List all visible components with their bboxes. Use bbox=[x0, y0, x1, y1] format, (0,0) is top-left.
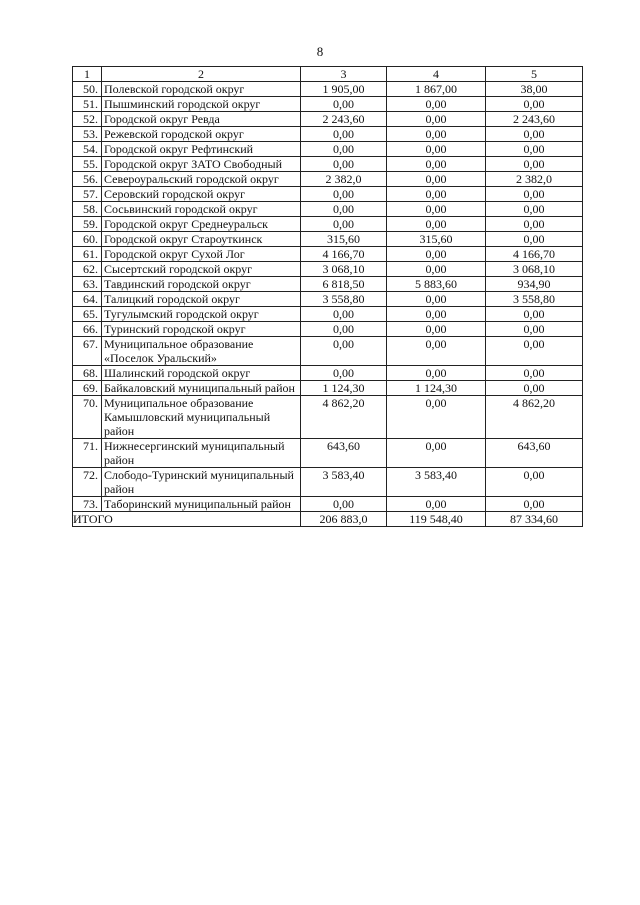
value-col-3: 0,00 bbox=[301, 337, 387, 366]
municipality-name: Полевской городской округ bbox=[102, 82, 301, 97]
value-col-4: 0,00 bbox=[387, 247, 486, 262]
value-col-5: 3 558,80 bbox=[486, 292, 583, 307]
value-col-3: 0,00 bbox=[301, 366, 387, 381]
value-col-4: 0,00 bbox=[387, 292, 486, 307]
value-col-3: 0,00 bbox=[301, 497, 387, 512]
table-row bbox=[73, 127, 583, 142]
value-col-4: 3 583,40 bbox=[387, 468, 486, 497]
value-col-3: 0,00 bbox=[301, 217, 387, 232]
table-row bbox=[73, 366, 583, 381]
row-number: 52. bbox=[73, 112, 102, 127]
value-col-3: 0,00 bbox=[301, 307, 387, 322]
value-col-5: 0,00 bbox=[486, 322, 583, 337]
row-number: 72. bbox=[73, 468, 102, 497]
row-number: 71. bbox=[73, 439, 102, 468]
value-col-4: 0,00 bbox=[387, 217, 486, 232]
row-number: 73. bbox=[73, 497, 102, 512]
value-col-5: 3 068,10 bbox=[486, 262, 583, 277]
table-row bbox=[73, 439, 583, 468]
header-cell-1: 1 bbox=[73, 67, 102, 82]
municipality-name: Нижнесергинский муниципальный район bbox=[102, 439, 301, 468]
table-row bbox=[73, 202, 583, 217]
value-col-5: 0,00 bbox=[486, 307, 583, 322]
row-number: 55. bbox=[73, 157, 102, 172]
table-row bbox=[73, 307, 583, 322]
row-number: 59. bbox=[73, 217, 102, 232]
municipality-name: Сосьвинский городской округ bbox=[102, 202, 301, 217]
municipality-name: Тугулымский городской округ bbox=[102, 307, 301, 322]
value-col-4: 5 883,60 bbox=[387, 277, 486, 292]
value-col-5: 0,00 bbox=[486, 142, 583, 157]
row-number: 67. bbox=[73, 337, 102, 366]
table-row bbox=[73, 381, 583, 396]
value-col-4: 0,00 bbox=[387, 127, 486, 142]
page-number: 8 bbox=[316, 44, 324, 59]
municipality-name: Байкаловский муниципальный район bbox=[102, 381, 301, 396]
value-col-3: 0,00 bbox=[301, 202, 387, 217]
municipality-name: Туринский городской округ bbox=[102, 322, 301, 337]
municipality-name: Пышминский городской округ bbox=[102, 97, 301, 112]
value-col-3: 643,60 bbox=[301, 439, 387, 468]
municipality-name: Городской округ Ревда bbox=[102, 112, 301, 127]
table-row bbox=[73, 247, 583, 262]
table-row bbox=[73, 337, 583, 366]
municipality-name: Городской округ Среднеуральск bbox=[102, 217, 301, 232]
value-col-4: 0,00 bbox=[387, 307, 486, 322]
municipality-name: Таборинский муниципальный район bbox=[102, 497, 301, 512]
value-col-4: 0,00 bbox=[387, 497, 486, 512]
table-row bbox=[73, 157, 583, 172]
value-col-4: 0,00 bbox=[387, 142, 486, 157]
value-col-3: 0,00 bbox=[301, 97, 387, 112]
value-col-4: 0,00 bbox=[387, 396, 486, 439]
value-col-3: 2 382,0 bbox=[301, 172, 387, 187]
value-col-5: 0,00 bbox=[486, 187, 583, 202]
row-number: 62. bbox=[73, 262, 102, 277]
municipality-name: Городской округ Староуткинск bbox=[102, 232, 301, 247]
table-row bbox=[73, 112, 583, 127]
municipality-name: Муниципальное образование «Поселок Уральский» bbox=[102, 337, 301, 366]
table-row bbox=[73, 82, 583, 97]
header-row bbox=[73, 67, 583, 82]
value-col-4: 1 867,00 bbox=[387, 82, 486, 97]
value-col-5: 0,00 bbox=[486, 97, 583, 112]
table-row bbox=[73, 97, 583, 112]
total-value-c5: 87 334,60 bbox=[486, 512, 583, 527]
row-number: 60. bbox=[73, 232, 102, 247]
row-number: 57. bbox=[73, 187, 102, 202]
value-col-5: 0,00 bbox=[486, 232, 583, 247]
value-col-3: 0,00 bbox=[301, 142, 387, 157]
value-col-3: 4 166,70 bbox=[301, 247, 387, 262]
table-row bbox=[73, 396, 583, 439]
municipality-name: Серовский городской округ bbox=[102, 187, 301, 202]
value-col-3: 0,00 bbox=[301, 187, 387, 202]
table-row bbox=[73, 142, 583, 157]
table-row bbox=[73, 322, 583, 337]
value-col-5: 2 243,60 bbox=[486, 112, 583, 127]
table-row bbox=[73, 292, 583, 307]
value-col-5: 38,00 bbox=[486, 82, 583, 97]
value-col-4: 0,00 bbox=[387, 366, 486, 381]
table-row bbox=[73, 232, 583, 247]
value-col-5: 0,00 bbox=[486, 127, 583, 142]
value-col-5: 4 862,20 bbox=[486, 396, 583, 439]
municipality-name: Сысертский городской округ bbox=[102, 262, 301, 277]
table-row bbox=[73, 497, 583, 512]
table-row bbox=[73, 217, 583, 232]
municipality-name: Шалинский городской округ bbox=[102, 366, 301, 381]
value-col-3: 1 905,00 bbox=[301, 82, 387, 97]
row-number: 63. bbox=[73, 277, 102, 292]
value-col-4: 0,00 bbox=[387, 439, 486, 468]
value-col-3: 0,00 bbox=[301, 127, 387, 142]
row-number: 69. bbox=[73, 381, 102, 396]
municipality-name: Слободо-Туринский муниципальный район bbox=[102, 468, 301, 497]
value-col-3: 315,60 bbox=[301, 232, 387, 247]
value-col-3: 2 243,60 bbox=[301, 112, 387, 127]
header-cell-5: 5 bbox=[486, 67, 583, 82]
value-col-5: 0,00 bbox=[486, 202, 583, 217]
municipality-name: Городской округ ЗАТО Свободный bbox=[102, 157, 301, 172]
value-col-5: 0,00 bbox=[486, 157, 583, 172]
municipality-name: Городской округ Рефтинский bbox=[102, 142, 301, 157]
value-col-4: 0,00 bbox=[387, 322, 486, 337]
value-col-5: 0,00 bbox=[486, 366, 583, 381]
value-col-4: 0,00 bbox=[387, 157, 486, 172]
table-row bbox=[73, 468, 583, 497]
row-number: 51. bbox=[73, 97, 102, 112]
row-number: 68. bbox=[73, 366, 102, 381]
value-col-4: 0,00 bbox=[387, 262, 486, 277]
value-col-3: 3 583,40 bbox=[301, 468, 387, 497]
value-col-4: 0,00 bbox=[387, 187, 486, 202]
value-col-5: 0,00 bbox=[486, 337, 583, 366]
total-row bbox=[73, 512, 583, 527]
table-row bbox=[73, 277, 583, 292]
value-col-5: 934,90 bbox=[486, 277, 583, 292]
value-col-4: 0,00 bbox=[387, 97, 486, 112]
row-number: 58. bbox=[73, 202, 102, 217]
value-col-3: 3 558,80 bbox=[301, 292, 387, 307]
table-body bbox=[73, 67, 583, 527]
value-col-3: 0,00 bbox=[301, 157, 387, 172]
row-number: 65. bbox=[73, 307, 102, 322]
header-cell-3: 3 bbox=[301, 67, 387, 82]
total-label: ИТОГО bbox=[73, 512, 301, 527]
value-col-3: 1 124,30 bbox=[301, 381, 387, 396]
data-table bbox=[72, 66, 583, 527]
value-col-5: 0,00 bbox=[486, 497, 583, 512]
value-col-4: 0,00 bbox=[387, 112, 486, 127]
value-col-5: 2 382,0 bbox=[486, 172, 583, 187]
row-number: 61. bbox=[73, 247, 102, 262]
value-col-5: 0,00 bbox=[486, 217, 583, 232]
value-col-4: 0,00 bbox=[387, 337, 486, 366]
total-value-c3: 206 883,0 bbox=[301, 512, 387, 527]
value-col-4: 315,60 bbox=[387, 232, 486, 247]
value-col-3: 0,00 bbox=[301, 322, 387, 337]
total-value-c4: 119 548,40 bbox=[387, 512, 486, 527]
row-number: 64. bbox=[73, 292, 102, 307]
header-cell-4: 4 bbox=[387, 67, 486, 82]
value-col-4: 0,00 bbox=[387, 202, 486, 217]
value-col-3: 3 068,10 bbox=[301, 262, 387, 277]
value-col-5: 0,00 bbox=[486, 381, 583, 396]
table-row bbox=[73, 172, 583, 187]
header-cell-2: 2 bbox=[102, 67, 301, 82]
municipality-name: Режевской городской округ bbox=[102, 127, 301, 142]
municipality-name: Талицкий городской округ bbox=[102, 292, 301, 307]
value-col-4: 1 124,30 bbox=[387, 381, 486, 396]
value-col-5: 4 166,70 bbox=[486, 247, 583, 262]
value-col-5: 0,00 bbox=[486, 468, 583, 497]
row-number: 56. bbox=[73, 172, 102, 187]
municipality-name: Североуральский городской округ bbox=[102, 172, 301, 187]
value-col-3: 4 862,20 bbox=[301, 396, 387, 439]
municipality-name: Тавдинский городской округ bbox=[102, 277, 301, 292]
row-number: 70. bbox=[73, 396, 102, 439]
table-row bbox=[73, 187, 583, 202]
value-col-4: 0,00 bbox=[387, 172, 486, 187]
row-number: 50. bbox=[73, 82, 102, 97]
municipality-name: Городской округ Сухой Лог bbox=[102, 247, 301, 262]
value-col-5: 643,60 bbox=[486, 439, 583, 468]
municipality-name: Муниципальное образование Камышловский муниципальный район bbox=[102, 396, 301, 439]
row-number: 53. bbox=[73, 127, 102, 142]
table-row bbox=[73, 262, 583, 277]
row-number: 54. bbox=[73, 142, 102, 157]
value-col-3: 6 818,50 bbox=[301, 277, 387, 292]
row-number: 66. bbox=[73, 322, 102, 337]
